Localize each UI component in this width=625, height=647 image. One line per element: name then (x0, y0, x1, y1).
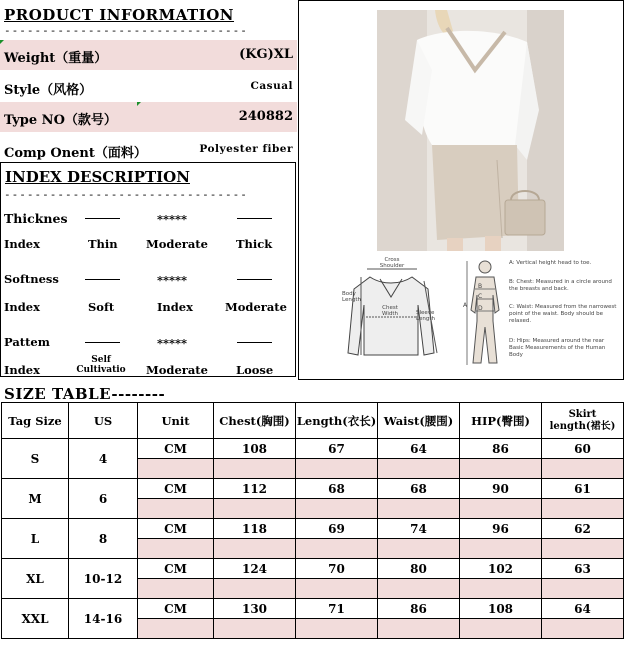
header-waist: Waist(腰围) (378, 403, 460, 439)
group-name-thickness: Thicknes (4, 211, 68, 226)
header-unit: Unit (138, 403, 214, 439)
header-length: Length(衣长) (296, 403, 378, 439)
scale-line (85, 218, 120, 219)
empty-cell (378, 459, 460, 479)
size-table-header (2, 403, 624, 439)
empty-cell (378, 499, 460, 519)
product-info-title: PRODUCT INFORMATION (4, 6, 235, 24)
table-row (2, 479, 624, 499)
cell-length: 69 (296, 519, 378, 539)
cell-waist: 86 (378, 599, 460, 619)
cell-us: 4 (69, 439, 138, 479)
cell-us: 8 (69, 519, 138, 559)
cell-unit: CM (138, 439, 214, 459)
empty-cell (542, 499, 624, 519)
info-row-component (0, 134, 297, 164)
cell-chest: 118 (214, 519, 296, 539)
cell-length: 68 (296, 479, 378, 499)
empty-cell (460, 499, 542, 519)
group-name-pattern: Pattem (4, 335, 50, 349)
empty-cell (460, 619, 542, 639)
cell-waist: 68 (378, 479, 460, 499)
empty-cell (214, 459, 296, 479)
garment-diagram (342, 255, 462, 375)
cell-us: 14-16 (69, 599, 138, 639)
empty-cell (138, 619, 214, 639)
empty-cell (378, 619, 460, 639)
scale-line (237, 342, 272, 343)
cell-skirt: 63 (542, 559, 624, 579)
cell-skirt: 61 (542, 479, 624, 499)
empty-cell (214, 579, 296, 599)
cell-hip: 108 (460, 599, 542, 619)
cell-waist: 64 (378, 439, 460, 459)
diagram-label-chest: Chest Width (382, 305, 398, 317)
option-moderate: Moderate (146, 363, 208, 377)
diagram-label-body-length: Body Length (342, 291, 361, 303)
option-moderate: Moderate (146, 237, 208, 251)
cell-marker (0, 40, 4, 44)
cell-unit: CM (138, 559, 214, 579)
cell-skirt: 64 (542, 599, 624, 619)
empty-cell (214, 539, 296, 559)
cell-skirt: 60 (542, 439, 624, 459)
empty-cell (542, 619, 624, 639)
diagram-mark: C (478, 293, 483, 300)
cell-unit: CM (138, 519, 214, 539)
cell-hip: 86 (460, 439, 542, 459)
diagram-note: B: Chest: Measured in a circle around the breasts and back. (509, 279, 612, 292)
diagram-label-shoulder: Cross Shoulder (379, 257, 405, 269)
index-label: Index (4, 237, 40, 251)
empty-cell (378, 539, 460, 559)
option-moderate: Moderate (225, 300, 287, 314)
empty-cell (138, 539, 214, 559)
empty-cell (138, 499, 214, 519)
cell-tag: XL (2, 559, 69, 599)
diagram-mark: B (478, 283, 483, 290)
empty-cell (460, 459, 542, 479)
empty-cell (138, 579, 214, 599)
diagram-note: C: Waist: Measured from the narrowest point of the waist. Body should be relaxed. (509, 304, 617, 324)
option-thin: Thin (88, 237, 118, 251)
table-row (2, 439, 624, 459)
diagram-note: D: Hips: Measured around the rear Basic Measurements of the Human Body (509, 338, 606, 358)
info-row-type (0, 102, 297, 132)
header-tag-size: Tag Size (2, 403, 69, 439)
cell-tag: L (2, 519, 69, 559)
index-description-title: INDEX DESCRIPTION (5, 168, 190, 186)
empty-cell (460, 539, 542, 559)
scale-marker: ***** (157, 212, 188, 226)
info-label: Type NO（款号） (4, 113, 117, 128)
empty-cell (138, 459, 214, 479)
diagram-label-sleeve: Sleeve Length (416, 310, 435, 322)
empty-cell (378, 579, 460, 599)
index-label: Index (4, 363, 40, 377)
empty-cell (214, 499, 296, 519)
product-photo (377, 10, 564, 251)
cell-chest: 124 (214, 559, 296, 579)
cell-hip: 96 (460, 519, 542, 539)
empty-cell (296, 579, 378, 599)
empty-cell (296, 539, 378, 559)
table-row (2, 559, 624, 579)
info-value: 240882 (238, 109, 293, 124)
cell-unit: CM (138, 479, 214, 499)
cell-marker (137, 102, 141, 106)
cell-waist: 80 (378, 559, 460, 579)
scale-line (237, 218, 272, 219)
option-soft: Soft (88, 300, 115, 314)
product-info-separator: -------------------------------- (4, 24, 248, 37)
table-row (2, 599, 624, 619)
header-hip: HIP(臀围) (460, 403, 542, 439)
empty-cell (542, 459, 624, 479)
cell-length: 71 (296, 599, 378, 619)
info-label: Comp Onent（面料） (4, 146, 147, 161)
cell-skirt: 62 (542, 519, 624, 539)
cell-tag: S (2, 439, 69, 479)
cell-unit: CM (138, 599, 214, 619)
info-row-weight (0, 40, 297, 70)
scale-line (85, 342, 120, 343)
empty-cell (296, 619, 378, 639)
header-skirt-length: Skirt length(裙长) (542, 403, 624, 439)
cell-hip: 90 (460, 479, 542, 499)
cell-us: 6 (69, 479, 138, 519)
header-chest: Chest(胸围) (214, 403, 296, 439)
size-table (1, 402, 624, 639)
info-value: Casual (250, 80, 293, 92)
table-row (2, 519, 624, 539)
option-self-cultivation: Self Cultivatio (76, 355, 126, 375)
empty-cell (296, 459, 378, 479)
empty-cell (542, 539, 624, 559)
diagram-mark: A (463, 302, 468, 309)
info-label: Style（风格） (4, 83, 93, 98)
body-measurement-diagram (463, 255, 623, 375)
cell-length: 70 (296, 559, 378, 579)
header-us: US (69, 403, 138, 439)
index-description-separator: -------------------------------- (4, 188, 248, 201)
cell-chest: 108 (214, 439, 296, 459)
info-value: (KG)XL (239, 47, 293, 62)
cell-length: 67 (296, 439, 378, 459)
option-thick: Thick (236, 237, 273, 251)
cell-waist: 74 (378, 519, 460, 539)
info-row-style (0, 71, 297, 101)
info-label: Weight（重量） (4, 51, 108, 66)
cell-tag: M (2, 479, 69, 519)
scale-marker: ***** (157, 336, 188, 350)
cell-chest: 130 (214, 599, 296, 619)
cell-chest: 112 (214, 479, 296, 499)
empty-cell (460, 579, 542, 599)
cell-tag: XXL (2, 599, 69, 639)
scale-marker: ***** (157, 273, 188, 287)
option-index: Index (157, 300, 193, 314)
cell-us: 10-12 (69, 559, 138, 599)
diagram-mark: D (478, 305, 483, 312)
size-table-title: SIZE TABLE-------- (4, 385, 166, 403)
diagram-note: A: Vertical height head to toe. (509, 260, 592, 266)
scale-line (85, 279, 120, 280)
empty-cell (542, 579, 624, 599)
empty-cell (214, 619, 296, 639)
info-value: Polyester fiber (199, 143, 293, 155)
scale-line (237, 279, 272, 280)
index-label: Index (4, 300, 40, 314)
cell-hip: 102 (460, 559, 542, 579)
option-loose: Loose (236, 363, 274, 377)
group-name-softness: Softness (4, 272, 59, 286)
empty-cell (296, 499, 378, 519)
